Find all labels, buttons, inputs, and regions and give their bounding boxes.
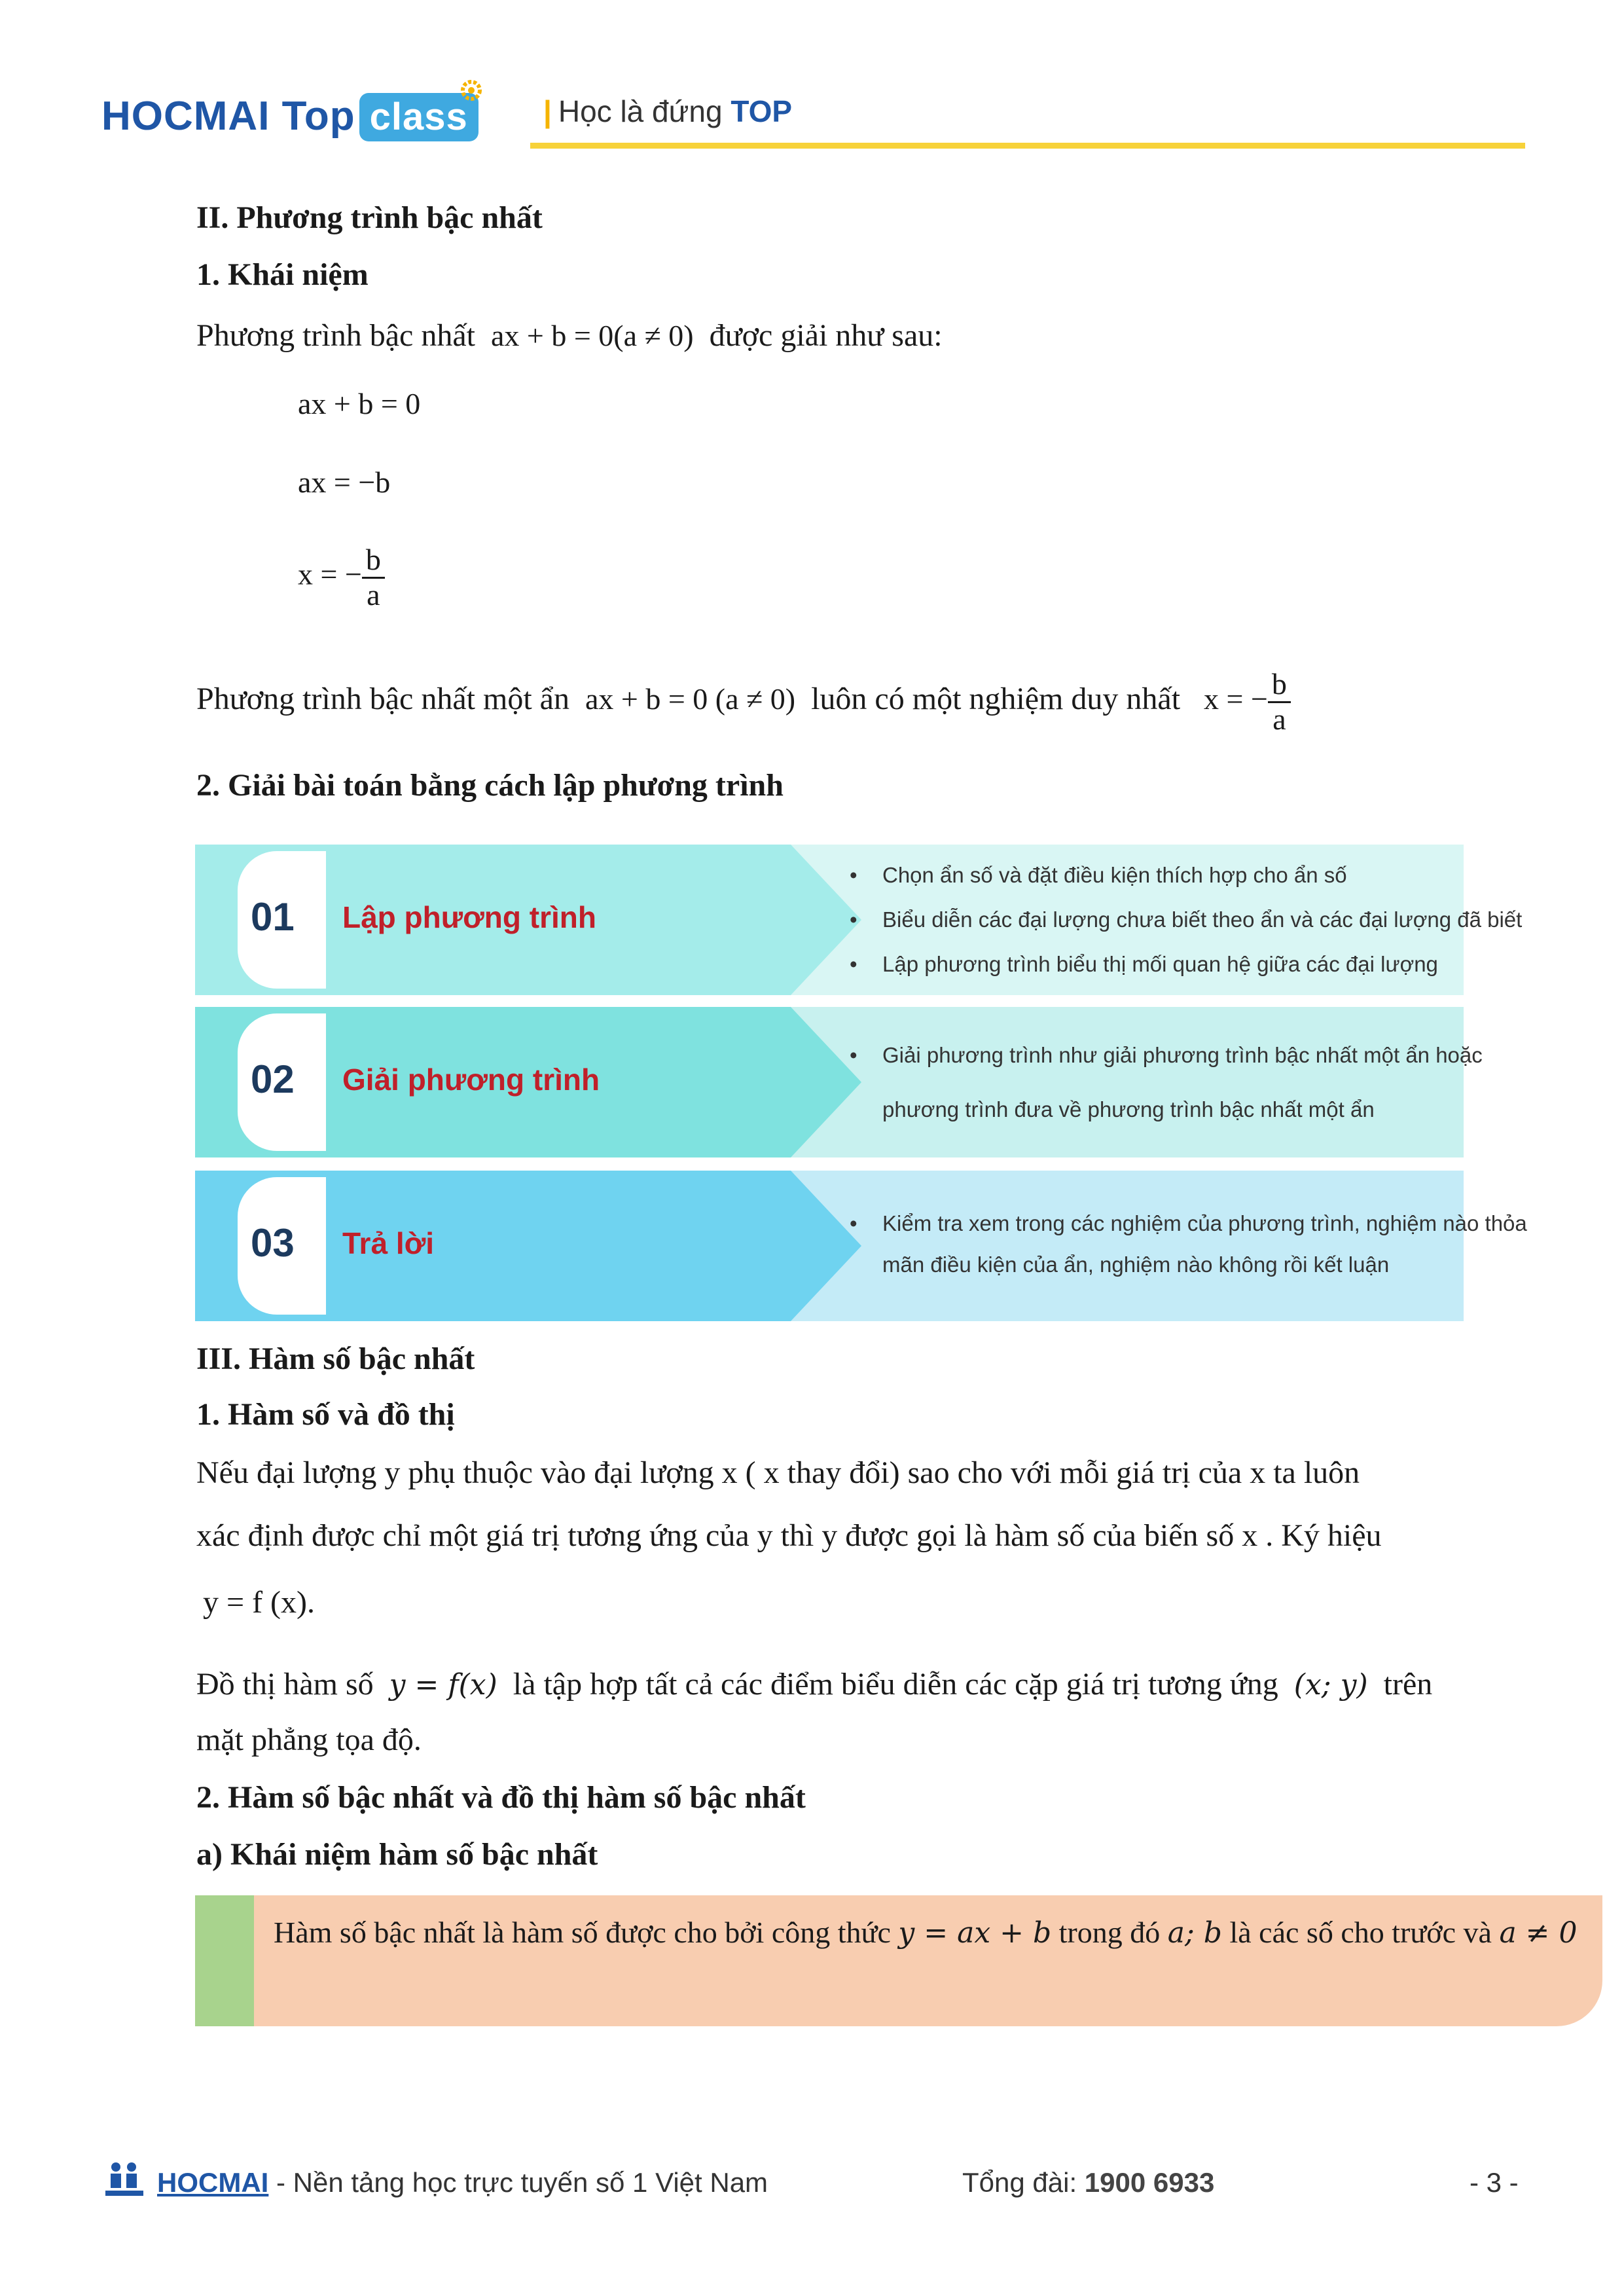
step-2-number: 02 [251, 1057, 295, 1101]
graph-def-line-1 [196, 1666, 1432, 1702]
hotline-label: Tổng đài: [962, 2167, 1085, 2198]
step-2-bullets [850, 1043, 1483, 1122]
footer-slogan: - Nền tảng học trực tuyến số 1 Việt Nam [268, 2167, 768, 2198]
function-notation: y = f (x). [203, 1585, 316, 1620]
intro-eq: ax + b = 0(a ≠ 0) [491, 319, 694, 352]
concl-mid: luôn có một nghiệm duy nhất [811, 682, 1181, 717]
graph-def-post: trên [1383, 1667, 1433, 1702]
step-1-bullets [850, 863, 1522, 977]
tagline-bold: TOP [731, 94, 793, 128]
brand-logo [101, 93, 478, 141]
step-2-bullet-text: phương trình đưa về phương trình bậc nhất một ẩn [882, 1097, 1375, 1121]
step-2-bullet-cont [850, 1097, 1483, 1122]
step-card-2 [195, 1007, 1483, 1157]
step-3-bullets [850, 1211, 1527, 1277]
fraction [362, 543, 385, 611]
eq3-lhs: x = − [298, 557, 362, 591]
def-ab: a; b [1167, 1916, 1222, 1950]
step-1-bullet: • Lập phương trình biểu thị mối quan hệ giữa các đại lượng [850, 952, 1522, 977]
intro-pre: Phương trình bậc nhất [196, 318, 475, 353]
logo-class-badge: class [359, 93, 478, 141]
graph-def-pre: Đồ thị hàm số [196, 1667, 374, 1702]
graph-def-eq: y = f(x) [389, 1668, 497, 1702]
function-def-line-1: Nếu đại lượng y phụ thuộc vào đại lượng x ( x thay đổi) sao cho với mỗi giá trị của x ta luôn [196, 1455, 1360, 1490]
definition-accent [195, 1895, 254, 2026]
graph-def-line-2: mặt phẳng tọa độ. [196, 1722, 422, 1757]
eq-step-2: ax = −b [298, 465, 391, 499]
section-3-title: III. Hàm số bậc nhất [196, 1341, 475, 1376]
step-1-bullet: • Biểu diễn các đại lượng chưa biết theo ẩn và các đại lượng đã biết [850, 907, 1522, 932]
footer-hotline [962, 2167, 1214, 2198]
step-3-title: Trả lời [342, 1226, 435, 1260]
section-3-sub2a: a) Khái niệm hàm số bậc nhất [196, 1837, 598, 1872]
section-2-sub1: 1. Khái niệm [196, 257, 369, 292]
step-card-1 [195, 845, 1523, 995]
footer-left [157, 2167, 768, 2198]
logo-text: HOCMAI Top [101, 94, 355, 139]
tagline-prefix: Học là đứng [558, 94, 723, 128]
header-divider [530, 143, 1525, 149]
graph-def-pair: (x; y) [1293, 1668, 1368, 1702]
step-2-title: Giải phương trình [342, 1063, 600, 1097]
def-eq: y = ax + b [898, 1916, 1052, 1950]
step-card-3 [195, 1171, 1527, 1321]
step-3-bullet: • Kiểm tra xem trong các nghiệm của phương trình, nghiệm nào thỏa [850, 1211, 1527, 1236]
step-1-bullet: • Chọn ẩn số và đặt điều kiện thích hợp cho ẩn số [850, 863, 1522, 888]
intro-post: được giải như sau: [709, 318, 943, 353]
hotline-number: 1900 6933 [1084, 2167, 1215, 2198]
gear-icon [458, 77, 484, 103]
concl-pre: Phương trình bậc nhất một ẩn [196, 682, 569, 717]
hocmai-footer-icon [101, 2160, 147, 2200]
concl-fraction-numerator: b [1268, 668, 1291, 703]
section-3-sub1: 1. Hàm số và đồ thị [196, 1397, 455, 1432]
concl-lhs: x = − [1204, 682, 1268, 716]
step-2-bullet: • Giải phương trình như giải phương trình bậc nhất một ẩn hoặc [850, 1043, 1483, 1068]
def-pre: Hàm số bậc nhất là hàm số được cho bởi công thức [274, 1916, 891, 1949]
concl-fraction [1268, 668, 1291, 736]
function-def-line-2: xác định được chỉ một giá trị tương ứng của y thì y được gọi là hàm số của biến số x . Ký hiệu [196, 1518, 1382, 1553]
section-2-title: II. Phương trình bậc nhất [196, 200, 543, 235]
fraction-numerator: b [362, 543, 385, 579]
def-post: là các số cho trước và [1229, 1916, 1492, 1949]
step-3-bullet-text: mãn điều kiện của ẩn, nghiệm nào không rồi kết luận [882, 1252, 1390, 1277]
intro-line [196, 318, 943, 354]
section-2-sub2: 2. Giải bài toán bằng cách lập phương trình [196, 768, 784, 803]
tagline: | Học là đứng TOP [543, 94, 793, 128]
eq-step-1: ax + b = 0 [298, 387, 421, 420]
section-3-sub2: 2. Hàm số bậc nhất và đồ thị hàm số bậc nhất [196, 1780, 806, 1815]
step-3-bullet-cont [850, 1252, 1527, 1277]
step-1-title: Lập phương trình [342, 900, 596, 934]
step-1-number: 01 [251, 895, 295, 939]
def-cond: a ≠ 0 [1499, 1916, 1578, 1950]
definition-box [195, 1895, 1602, 2026]
footer-brand-link[interactable]: HOCMAI [157, 2167, 269, 2198]
fraction-denominator: a [367, 577, 380, 611]
def-mid: trong đó [1058, 1916, 1161, 1949]
concl-fraction-denominator: a [1272, 702, 1286, 736]
definition-text [274, 1915, 1578, 1950]
page-number: - 3 - [1470, 2167, 1519, 2198]
step-3-number: 03 [251, 1221, 295, 1265]
concl-eq: ax + b = 0 (a ≠ 0) [585, 682, 796, 716]
graph-def-mid: là tập hợp tất cả các điểm biểu diễn các cặp giá trị tương ứng [513, 1667, 1278, 1702]
conclusion-line [196, 668, 1291, 736]
eq-step-3 [298, 543, 385, 611]
